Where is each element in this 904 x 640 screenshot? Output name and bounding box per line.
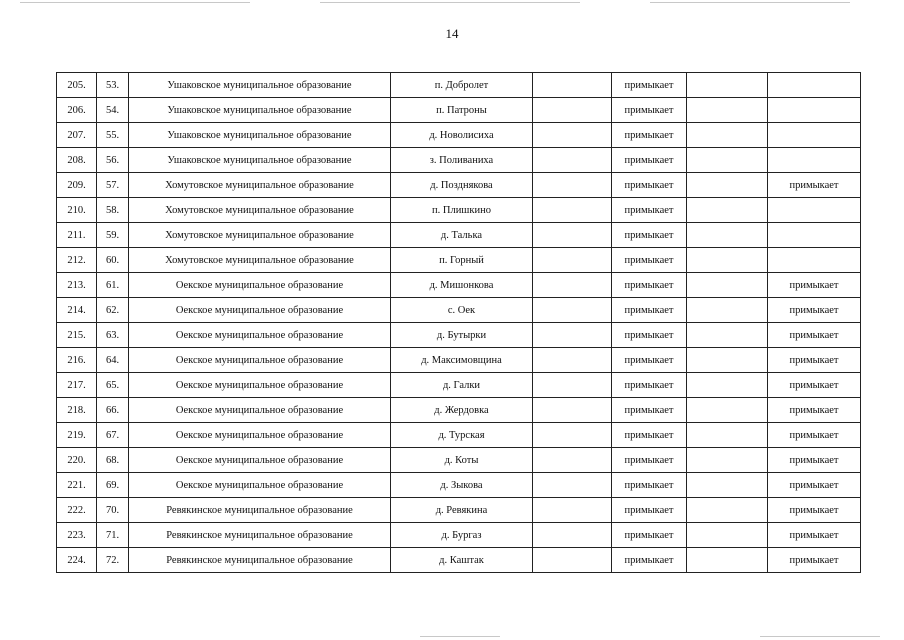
blank-cell — [687, 473, 768, 498]
status-cell-extra — [768, 98, 861, 123]
row-number-cell: 222. — [57, 498, 97, 523]
row-number-cell: 214. — [57, 298, 97, 323]
row-number-cell: 215. — [57, 323, 97, 348]
table-row — [57, 523, 861, 548]
status-cell: примыкает — [612, 198, 687, 223]
row-number-cell: 218. — [57, 398, 97, 423]
item-number-cell: 56. — [97, 148, 129, 173]
municipality-cell: Оекское муниципальное образование — [129, 448, 391, 473]
status-cell: примыкает — [612, 473, 687, 498]
item-number-cell: 65. — [97, 373, 129, 398]
row-number-cell: 207. — [57, 123, 97, 148]
blank-cell — [687, 123, 768, 148]
settlement-cell: д. Коты — [391, 448, 533, 473]
blank-cell — [687, 148, 768, 173]
blank-cell — [687, 373, 768, 398]
blank-cell — [687, 273, 768, 298]
blank-cell — [533, 73, 612, 98]
table-row — [57, 373, 861, 398]
municipality-cell: Оекское муниципальное образование — [129, 298, 391, 323]
row-number-cell: 210. — [57, 198, 97, 223]
settlement-cell: д. Галки — [391, 373, 533, 398]
status-cell-extra: примыкает — [768, 548, 861, 573]
settlement-cell: д. Мишонкова — [391, 273, 533, 298]
row-number-cell: 219. — [57, 423, 97, 448]
status-cell-extra: примыкает — [768, 348, 861, 373]
blank-cell — [687, 173, 768, 198]
settlement-cell: с. Оек — [391, 298, 533, 323]
blank-cell — [533, 323, 612, 348]
table-row — [57, 498, 861, 523]
table-row — [57, 173, 861, 198]
status-cell: примыкает — [612, 223, 687, 248]
blank-cell — [687, 198, 768, 223]
blank-cell — [687, 523, 768, 548]
row-number-cell: 217. — [57, 373, 97, 398]
scan-artifact-top-left — [20, 2, 250, 3]
table-row — [57, 98, 861, 123]
settlement-cell: д. Позднякова — [391, 173, 533, 198]
table-row — [57, 73, 861, 98]
settlement-cell: з. Поливаниха — [391, 148, 533, 173]
blank-cell — [687, 298, 768, 323]
page-number: 14 — [445, 26, 459, 41]
item-number-cell: 66. — [97, 398, 129, 423]
blank-cell — [687, 323, 768, 348]
status-cell: примыкает — [612, 73, 687, 98]
municipality-cell: Оекское муниципальное образование — [129, 373, 391, 398]
row-number-cell: 206. — [57, 98, 97, 123]
status-cell: примыкает — [612, 348, 687, 373]
table-row — [57, 123, 861, 148]
blank-cell — [533, 423, 612, 448]
status-cell-extra: примыкает — [768, 298, 861, 323]
item-number-cell: 62. — [97, 298, 129, 323]
row-number-cell: 209. — [57, 173, 97, 198]
municipality-cell: Хомутовское муниципальное образование — [129, 248, 391, 273]
table-row — [57, 323, 861, 348]
settlement-cell: д. Талька — [391, 223, 533, 248]
table-row — [57, 423, 861, 448]
blank-cell — [533, 223, 612, 248]
blank-cell — [687, 423, 768, 448]
blank-cell — [687, 498, 768, 523]
table-row — [57, 273, 861, 298]
municipality-cell: Оекское муниципальное образование — [129, 323, 391, 348]
blank-cell — [533, 498, 612, 523]
status-cell-extra — [768, 223, 861, 248]
blank-cell — [687, 223, 768, 248]
row-number-cell: 221. — [57, 473, 97, 498]
status-cell: примыкает — [612, 448, 687, 473]
blank-cell — [533, 373, 612, 398]
status-cell: примыкает — [612, 248, 687, 273]
item-number-cell: 53. — [97, 73, 129, 98]
settlement-cell: п. Плишкино — [391, 198, 533, 223]
status-cell: примыкает — [612, 173, 687, 198]
settlement-table — [56, 72, 861, 573]
blank-cell — [533, 348, 612, 373]
settlement-cell: д. Зыкова — [391, 473, 533, 498]
blank-cell — [687, 98, 768, 123]
status-cell-extra: примыкает — [768, 323, 861, 348]
blank-cell — [533, 148, 612, 173]
row-number-cell: 223. — [57, 523, 97, 548]
table-row — [57, 298, 861, 323]
status-cell-extra: примыкает — [768, 423, 861, 448]
item-number-cell: 61. — [97, 273, 129, 298]
item-number-cell: 69. — [97, 473, 129, 498]
scan-artifact-top-right — [650, 2, 850, 3]
municipality-cell: Ревякинское муниципальное образование — [129, 498, 391, 523]
item-number-cell: 55. — [97, 123, 129, 148]
blank-cell — [533, 123, 612, 148]
municipality-cell: Оекское муниципальное образование — [129, 473, 391, 498]
municipality-cell: Оекское муниципальное образование — [129, 398, 391, 423]
item-number-cell: 57. — [97, 173, 129, 198]
municipality-cell: Ревякинское муниципальное образование — [129, 523, 391, 548]
blank-cell — [533, 273, 612, 298]
status-cell-extra: примыкает — [768, 498, 861, 523]
municipality-cell: Ушаковское муниципальное образование — [129, 148, 391, 173]
blank-cell — [533, 473, 612, 498]
municipality-cell: Хомутовское муниципальное образование — [129, 173, 391, 198]
settlement-cell: д. Бутырки — [391, 323, 533, 348]
municipality-cell: Оекское муниципальное образование — [129, 348, 391, 373]
settlement-cell: д. Ревякина — [391, 498, 533, 523]
row-number-cell: 220. — [57, 448, 97, 473]
settlement-cell: п. Горный — [391, 248, 533, 273]
municipality-cell: Хомутовское муниципальное образование — [129, 223, 391, 248]
blank-cell — [533, 298, 612, 323]
status-cell-extra — [768, 123, 861, 148]
settlement-cell: д. Бургаз — [391, 523, 533, 548]
item-number-cell: 71. — [97, 523, 129, 548]
status-cell: примыкает — [612, 298, 687, 323]
item-number-cell: 54. — [97, 98, 129, 123]
blank-cell — [533, 523, 612, 548]
municipality-cell: Оекское муниципальное образование — [129, 273, 391, 298]
table-row — [57, 548, 861, 573]
row-number-cell: 224. — [57, 548, 97, 573]
municipality-cell: Ревякинское муниципальное образование — [129, 548, 391, 573]
status-cell-extra: примыкает — [768, 473, 861, 498]
table-body — [57, 73, 861, 573]
settlement-cell: д. Жердовка — [391, 398, 533, 423]
status-cell-extra — [768, 248, 861, 273]
scan-artifact-top-center — [320, 2, 580, 3]
item-number-cell: 60. — [97, 248, 129, 273]
scan-artifact-bottom-center — [420, 636, 500, 637]
municipality-cell: Хомутовское муниципальное образование — [129, 198, 391, 223]
status-cell-extra — [768, 148, 861, 173]
row-number-cell: 212. — [57, 248, 97, 273]
row-number-cell: 205. — [57, 73, 97, 98]
item-number-cell: 68. — [97, 448, 129, 473]
status-cell-extra: примыкает — [768, 523, 861, 548]
blank-cell — [687, 73, 768, 98]
table-row — [57, 248, 861, 273]
status-cell-extra: примыкает — [768, 448, 861, 473]
row-number-cell: 216. — [57, 348, 97, 373]
status-cell: примыкает — [612, 148, 687, 173]
settlement-cell: д. Новолисиха — [391, 123, 533, 148]
municipality-cell: Ушаковское муниципальное образование — [129, 73, 391, 98]
status-cell-extra — [768, 198, 861, 223]
item-number-cell: 58. — [97, 198, 129, 223]
row-number-cell: 208. — [57, 148, 97, 173]
item-number-cell: 67. — [97, 423, 129, 448]
status-cell-extra: примыкает — [768, 273, 861, 298]
blank-cell — [533, 398, 612, 423]
item-number-cell: 59. — [97, 223, 129, 248]
settlement-cell: п. Патроны — [391, 98, 533, 123]
table-row — [57, 348, 861, 373]
settlement-cell: д. Турская — [391, 423, 533, 448]
blank-cell — [533, 548, 612, 573]
status-cell: примыкает — [612, 498, 687, 523]
blank-cell — [533, 198, 612, 223]
municipality-cell: Ушаковское муниципальное образование — [129, 98, 391, 123]
row-number-cell: 213. — [57, 273, 97, 298]
table-row — [57, 223, 861, 248]
settlement-cell: д. Максимовщина — [391, 348, 533, 373]
status-cell: примыкает — [612, 373, 687, 398]
item-number-cell: 70. — [97, 498, 129, 523]
status-cell: примыкает — [612, 398, 687, 423]
item-number-cell: 63. — [97, 323, 129, 348]
settlement-cell: д. Каштак — [391, 548, 533, 573]
settlement-cell: п. Добролет — [391, 73, 533, 98]
row-number-cell: 211. — [57, 223, 97, 248]
municipality-cell: Оекское муниципальное образование — [129, 423, 391, 448]
status-cell: примыкает — [612, 123, 687, 148]
item-number-cell: 64. — [97, 348, 129, 373]
scan-artifact-bottom-right — [760, 636, 880, 637]
status-cell: примыкает — [612, 98, 687, 123]
blank-cell — [533, 98, 612, 123]
status-cell: примыкает — [612, 323, 687, 348]
municipality-cell: Ушаковское муниципальное образование — [129, 123, 391, 148]
status-cell-extra — [768, 73, 861, 98]
status-cell-extra: примыкает — [768, 173, 861, 198]
blank-cell — [687, 448, 768, 473]
status-cell-extra: примыкает — [768, 398, 861, 423]
table-row — [57, 398, 861, 423]
table-row — [57, 148, 861, 173]
blank-cell — [687, 248, 768, 273]
blank-cell — [687, 398, 768, 423]
status-cell: примыкает — [612, 273, 687, 298]
blank-cell — [533, 248, 612, 273]
table-row — [57, 198, 861, 223]
blank-cell — [687, 548, 768, 573]
blank-cell — [533, 173, 612, 198]
blank-cell — [533, 448, 612, 473]
table-row — [57, 448, 861, 473]
status-cell: примыкает — [612, 523, 687, 548]
status-cell: примыкает — [612, 423, 687, 448]
blank-cell — [687, 348, 768, 373]
item-number-cell: 72. — [97, 548, 129, 573]
table-row — [57, 473, 861, 498]
status-cell-extra: примыкает — [768, 373, 861, 398]
status-cell: примыкает — [612, 548, 687, 573]
